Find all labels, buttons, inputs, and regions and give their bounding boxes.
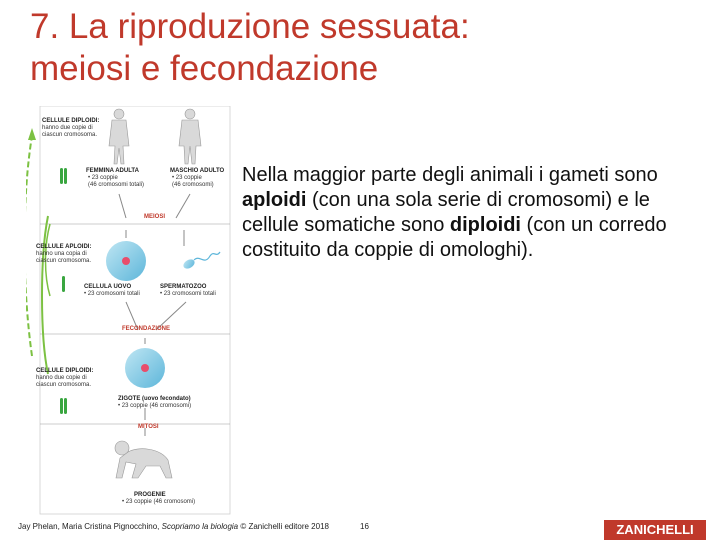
sperm-cell-icon xyxy=(182,252,220,270)
desc-sperm: • 23 cromosomi totali xyxy=(160,291,216,297)
body-text-part1: Nella maggior parte degli animali i gameti sono xyxy=(242,164,658,186)
body-text-part2: (con una sola serie di cromosomi) e le cellule somatiche sono xyxy=(242,189,650,236)
page-number: 16 xyxy=(360,522,369,531)
desc-female-adult: • 23 coppie (46 cromosomi totali) xyxy=(88,175,145,188)
female-figure-icon xyxy=(109,109,129,164)
desc-diploid-top: hanno due copie di ciascun cromosoma. xyxy=(42,125,98,138)
label-haploid: CELLULE APLOIDI: xyxy=(36,244,92,250)
label-female-adult: FEMMINA ADULTA xyxy=(86,168,139,174)
footer-publisher: © Zanichelli editore 2018 xyxy=(238,522,329,531)
baby-figure-icon xyxy=(115,441,172,478)
label-diploid-bottom: CELLULE DIPLOIDI: xyxy=(36,368,94,374)
chromosome-icon-bottom xyxy=(60,398,67,414)
male-figure-icon xyxy=(179,109,201,164)
footer-book-title: Scopriamo la biologia xyxy=(161,522,239,531)
label-meiosis: MEIOSI xyxy=(144,214,166,220)
label-sperm: SPERMATOZOO xyxy=(160,284,207,290)
chromosome-icon-haploid xyxy=(62,276,65,292)
body-text-part3: (con un corredo costituito da coppie di omologhi). xyxy=(242,214,667,261)
footer-credits xyxy=(18,522,329,531)
slide-title-line2: meiosi e fecondazione xyxy=(30,49,379,88)
label-egg-cell: CELLULA UOVO xyxy=(84,284,132,290)
desc-male-adult: • 23 coppie (46 cromosomi) xyxy=(172,175,214,188)
cycle-arrow-head xyxy=(28,128,36,140)
slide-title xyxy=(30,6,690,90)
label-progeny: PROGENIE xyxy=(134,492,166,498)
desc-egg-cell: • 23 cromosomi totali xyxy=(84,291,140,297)
label-fertilization: FECONDAZIONE xyxy=(122,326,170,332)
label-zygote: ZIGOTE (uovo fecondato) xyxy=(118,396,191,402)
zygote-icon xyxy=(125,348,165,388)
life-cycle-figure xyxy=(26,106,232,516)
zanichelli-logo: ZANICHELLI xyxy=(604,520,706,540)
desc-zygote: • 23 coppie (46 cromosomi) xyxy=(118,403,192,409)
egg-cell-icon xyxy=(106,241,146,281)
slide-body-text xyxy=(242,163,702,263)
arrow-male-meiosis xyxy=(176,194,190,218)
label-mitosis: MITOSI xyxy=(138,424,159,430)
cycle-arrow-left xyxy=(26,136,32,356)
desc-diploid-bottom: hanno due copie di ciascun cromosoma. xyxy=(36,375,92,388)
term-diploidi: diploidi xyxy=(449,214,521,236)
chromosome-icon-top xyxy=(60,168,67,184)
slide-title-line1: 7. La riproduzione sessuata: xyxy=(30,7,470,46)
footer-authors: Jay Phelan, Maria Cristina Pignocchino, xyxy=(18,522,162,531)
desc-haploid: hanno una copia di ciascun cromosoma. xyxy=(36,251,92,264)
desc-progeny: • 23 coppie (46 cromosomi) xyxy=(122,499,196,505)
term-aploidi: aploidi xyxy=(242,189,307,211)
label-male-adult: MASCHIO ADULTO xyxy=(170,168,225,174)
label-diploid-top: CELLULE DIPLOIDI: xyxy=(42,118,100,124)
arrow-female-meiosis xyxy=(119,194,126,218)
